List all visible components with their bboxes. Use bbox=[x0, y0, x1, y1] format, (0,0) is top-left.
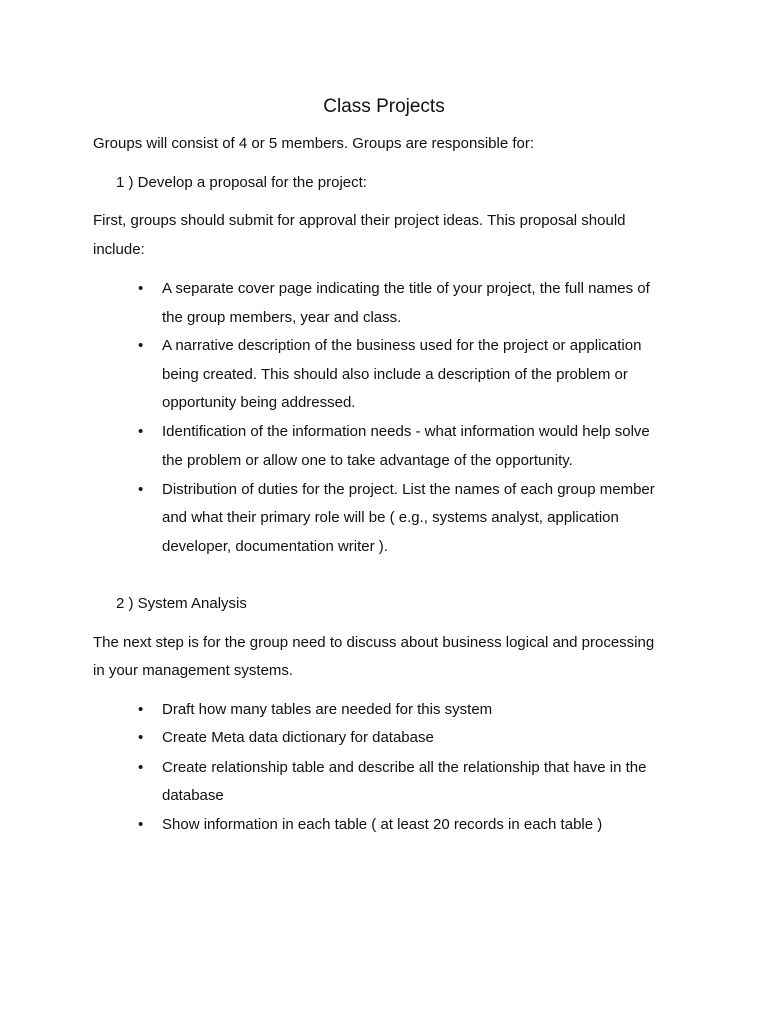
section-2-paragraph-line: The next step is for the group need to discuss about business logical and processing bbox=[93, 634, 655, 651]
bullet-icon: • bbox=[138, 280, 144, 297]
bullet-text-line: database bbox=[162, 787, 224, 804]
bullet-text-line: Draft how many tables are needed for this system bbox=[162, 701, 493, 718]
bullet-text-line: Create Meta data dictionary for database bbox=[162, 729, 434, 746]
bullet-text-line: Create relationship table and describe all the relationship that have in the bbox=[162, 759, 647, 776]
section-2-paragraph-line: in your management systems. bbox=[93, 662, 294, 679]
bullet-icon: • bbox=[138, 816, 144, 833]
section-1-paragraph-line: include: bbox=[93, 241, 145, 258]
bullet-text-line: and what their primary role will be ( e.g., systems analyst, application bbox=[162, 509, 619, 526]
section-2-heading: 2 ) System Analysis bbox=[116, 595, 247, 612]
intro-text: Groups will consist of 4 or 5 members. Groups are responsible for: bbox=[93, 135, 535, 152]
bullet-icon: • bbox=[138, 337, 144, 354]
bullet-icon: • bbox=[138, 729, 144, 746]
bullet-text-line: the problem or allow one to take advantage of the opportunity. bbox=[162, 452, 573, 469]
bullet-icon: • bbox=[138, 423, 144, 440]
bullet-text-line: developer, documentation writer ). bbox=[162, 538, 388, 555]
bullet-icon: • bbox=[138, 759, 144, 776]
bullet-text-line: being created. This should also include a description of the problem or bbox=[162, 366, 628, 383]
bullet-icon: • bbox=[138, 701, 144, 718]
page-title: Class Projects bbox=[323, 96, 445, 117]
bullet-text-line: Distribution of duties for the project. List the names of each group member bbox=[162, 481, 655, 498]
bullet-text-line: Identification of the information needs - what information would help solve bbox=[162, 423, 650, 440]
bullet-text-line: Show information in each table ( at least 20 records in each table ) bbox=[162, 816, 603, 833]
section-1-heading: 1 ) Develop a proposal for the project: bbox=[116, 174, 367, 191]
bullet-text-line: A narrative description of the business used for the project or application bbox=[162, 337, 642, 354]
bullet-icon: • bbox=[138, 481, 144, 498]
bullet-text-line: the group members, year and class. bbox=[162, 309, 402, 326]
bullet-text-line: opportunity being addressed. bbox=[162, 394, 356, 411]
section-1-paragraph-line: First, groups should submit for approval their project ideas. This proposal should bbox=[93, 212, 626, 229]
bullet-text-line: A separate cover page indicating the title of your project, the full names of bbox=[162, 280, 650, 297]
